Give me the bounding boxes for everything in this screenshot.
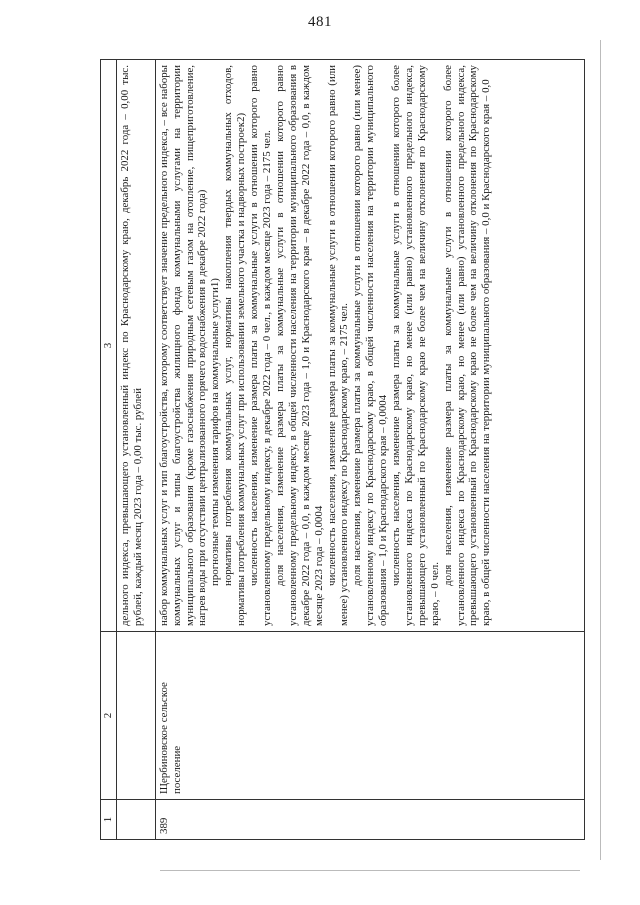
detail-paragraph-5: доля населения, изменение размера платы за коммунальные услуги в отношении которого равно установленному предельному индексу, в общей численности населения на территории муниципального образования в декабре 2022 года – 0,0, в каждом месяце 2023 года – 1,0 и Краснодарского края – в декабре 2022 года – 0,0, в каждом месяце 2023 года – 0,0004	[273, 65, 325, 626]
data-table	[100, 59, 585, 840]
carry-over-paragraph: дельного индекса, превышающего установленный индекс по Краснодарскому краю, декабрь 2022 года – 0,00 тыс. рублей, каждый месяц 2023 года – 0,00 тыс. рублей	[118, 65, 144, 626]
row-details	[155, 60, 584, 632]
scan-mark-bottom	[160, 870, 580, 871]
detail-paragraph-3: нормативы потребления коммунальных услуг, нормативы накопления твердых коммунальных отходов, нормативы потребления коммунальных услуг при использовании земельного участка и надворных построек2)	[222, 65, 248, 626]
carry-over-text	[116, 60, 155, 632]
header-cell-2: 2	[101, 632, 117, 800]
table-header-row	[101, 60, 117, 840]
header-cell-3: 3	[101, 60, 117, 632]
row-number: 389	[155, 800, 584, 840]
detail-paragraph-2: прогнозные темпы изменения тарифов на коммунальные услуги1)	[209, 278, 222, 586]
rotated-table-container	[100, 60, 585, 840]
carry-over-row	[116, 60, 155, 840]
carry-over-empty-cell-1	[116, 800, 155, 840]
detail-paragraph-9: доля населения, изменение размера платы за коммунальные услуги в отношении которого более установленного индекса по Краснодарскому краю, но менее (или равно) установленного предельного индекса, превышающего установленный по Краснодарскому краю не более чем на величину отклонения по Краснодарскому краю, в общей численности населения на территории муниципального образования – 0,0 и Краснодарского края – 0,0	[441, 65, 493, 626]
carry-over-empty-cell-2	[116, 632, 155, 800]
detail-paragraph-8: численность населения, изменение размера платы за коммунальные услуги в отношении которого более установленного индекса по Краснодарскому краю, но менее (или равно) установленного предельного индекса, превышающего установленный по Краснодарскому краю не более чем на величину отклонения по Краснодарскому краю, – 0 чел.	[390, 65, 441, 626]
page-number: 481	[308, 14, 332, 30]
detail-paragraph-4: численность населения, изменение размера платы за коммунальные услуги в отношении которого равно установленному предельному индексу, в декабре 2022 года – 0 чел., в каждом месяце 2023 года – 2175 чел.	[248, 65, 273, 626]
scan-mark-right	[600, 40, 601, 860]
table-row	[155, 60, 584, 840]
settlement-name: Щербиновское сельское поселение	[155, 632, 584, 800]
detail-paragraph-1: набор коммунальных услуг и тип благоустройства, которому соответствует значение предельного индекса, – все наборы коммунальных услуг и типы благоустройства жилищного фонда коммунальными услугами на территории муниципального образования (кроме газоснабжения природным сетевым газом на отопление, пищеприготовление, нагрев воды при отсутствии централизованного горячего водоснабжения в декабре 2022 года)	[157, 65, 209, 626]
header-cell-1: 1	[101, 800, 117, 840]
detail-paragraph-6: численность населения, изменение размера платы за коммунальные услуги в отношении которого равно (или менее) установленного индексу по Краснодарскому краю, – 2175 чел.	[325, 65, 351, 626]
detail-paragraph-7: доля населения, изменение размера платы за коммунальные услуги в отношении которого равно (или менее) установленному индексу по Краснодарскому краю, в общей численности населения на территории муниципального образования – 1,0 и Краснодарского края – 0,0004	[351, 65, 390, 626]
